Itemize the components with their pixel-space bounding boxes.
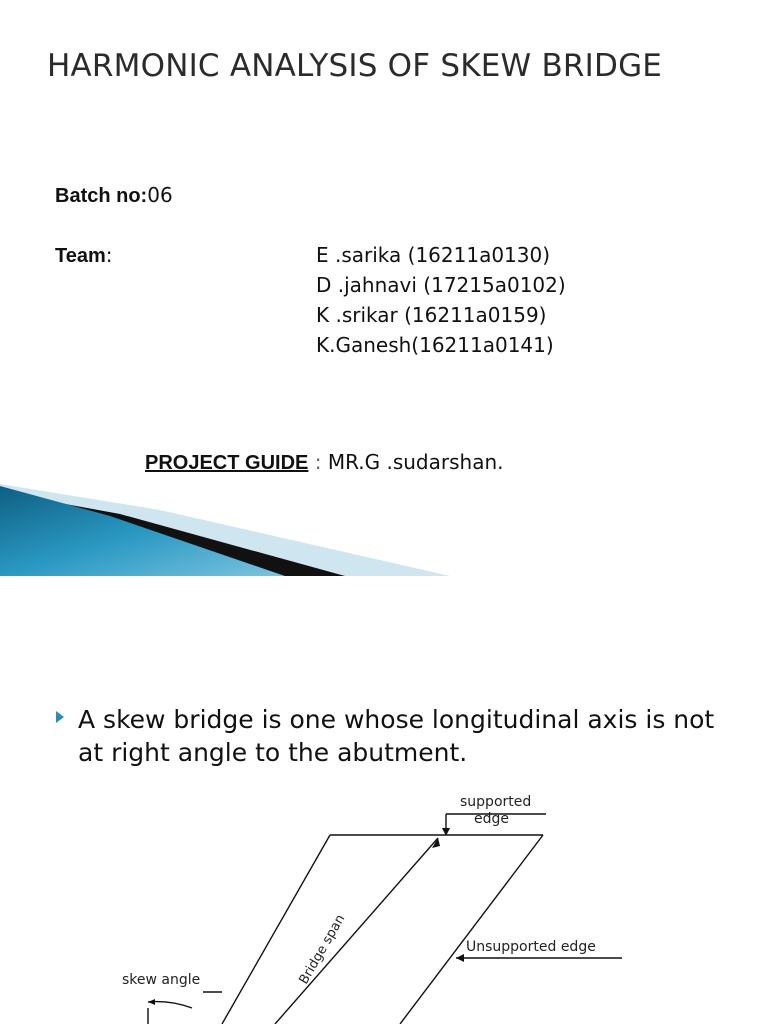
guide-label: PROJECT GUIDE: [145, 452, 309, 474]
batch-label: Batch no:: [55, 185, 148, 207]
team-member: K.Ganesh(16211a0141): [316, 333, 554, 357]
team-label-row: [55, 243, 113, 268]
guide-name: MR.G .sudarshan.: [327, 450, 504, 474]
label-supported-line1: supported: [460, 794, 532, 810]
team-colon: :: [105, 243, 113, 267]
team-members: [316, 240, 566, 360]
bullet-arrow-icon: [56, 711, 64, 723]
decorative-swoosh: [0, 470, 500, 576]
deck-left-edge: [222, 835, 330, 1024]
label-bridge-span: Bridge span: [296, 912, 349, 987]
label-skew-angle: skew angle: [122, 972, 201, 988]
team-label: Team: [55, 245, 106, 267]
bullet-text: A skew bridge is one whose longitudinal axis is not at right angle to the abutment.: [78, 705, 715, 767]
skew-angle-arrow-icon: [148, 999, 155, 1005]
batch-value: 06: [147, 183, 173, 207]
slide-title: HARMONIC ANALYSIS OF SKEW BRIDGE: [47, 48, 663, 84]
unsupported-edge-arrow-icon: [456, 954, 464, 962]
label-supported-line2: edge: [474, 811, 509, 827]
batch-info: [55, 183, 173, 208]
guide-separator: :: [308, 450, 328, 474]
label-unsupported-edge: Unsupported edge: [466, 939, 596, 955]
skew-bridge-diagram: [100, 780, 640, 1024]
span-arrow-line: [275, 838, 438, 1024]
team-member: K .srikar (16211a0159): [316, 303, 547, 327]
team-member: D .jahnavi (17215a0102): [316, 273, 566, 297]
deck-right-edge: [400, 835, 543, 1024]
team-member: E .sarika (16211a0130): [316, 243, 551, 267]
